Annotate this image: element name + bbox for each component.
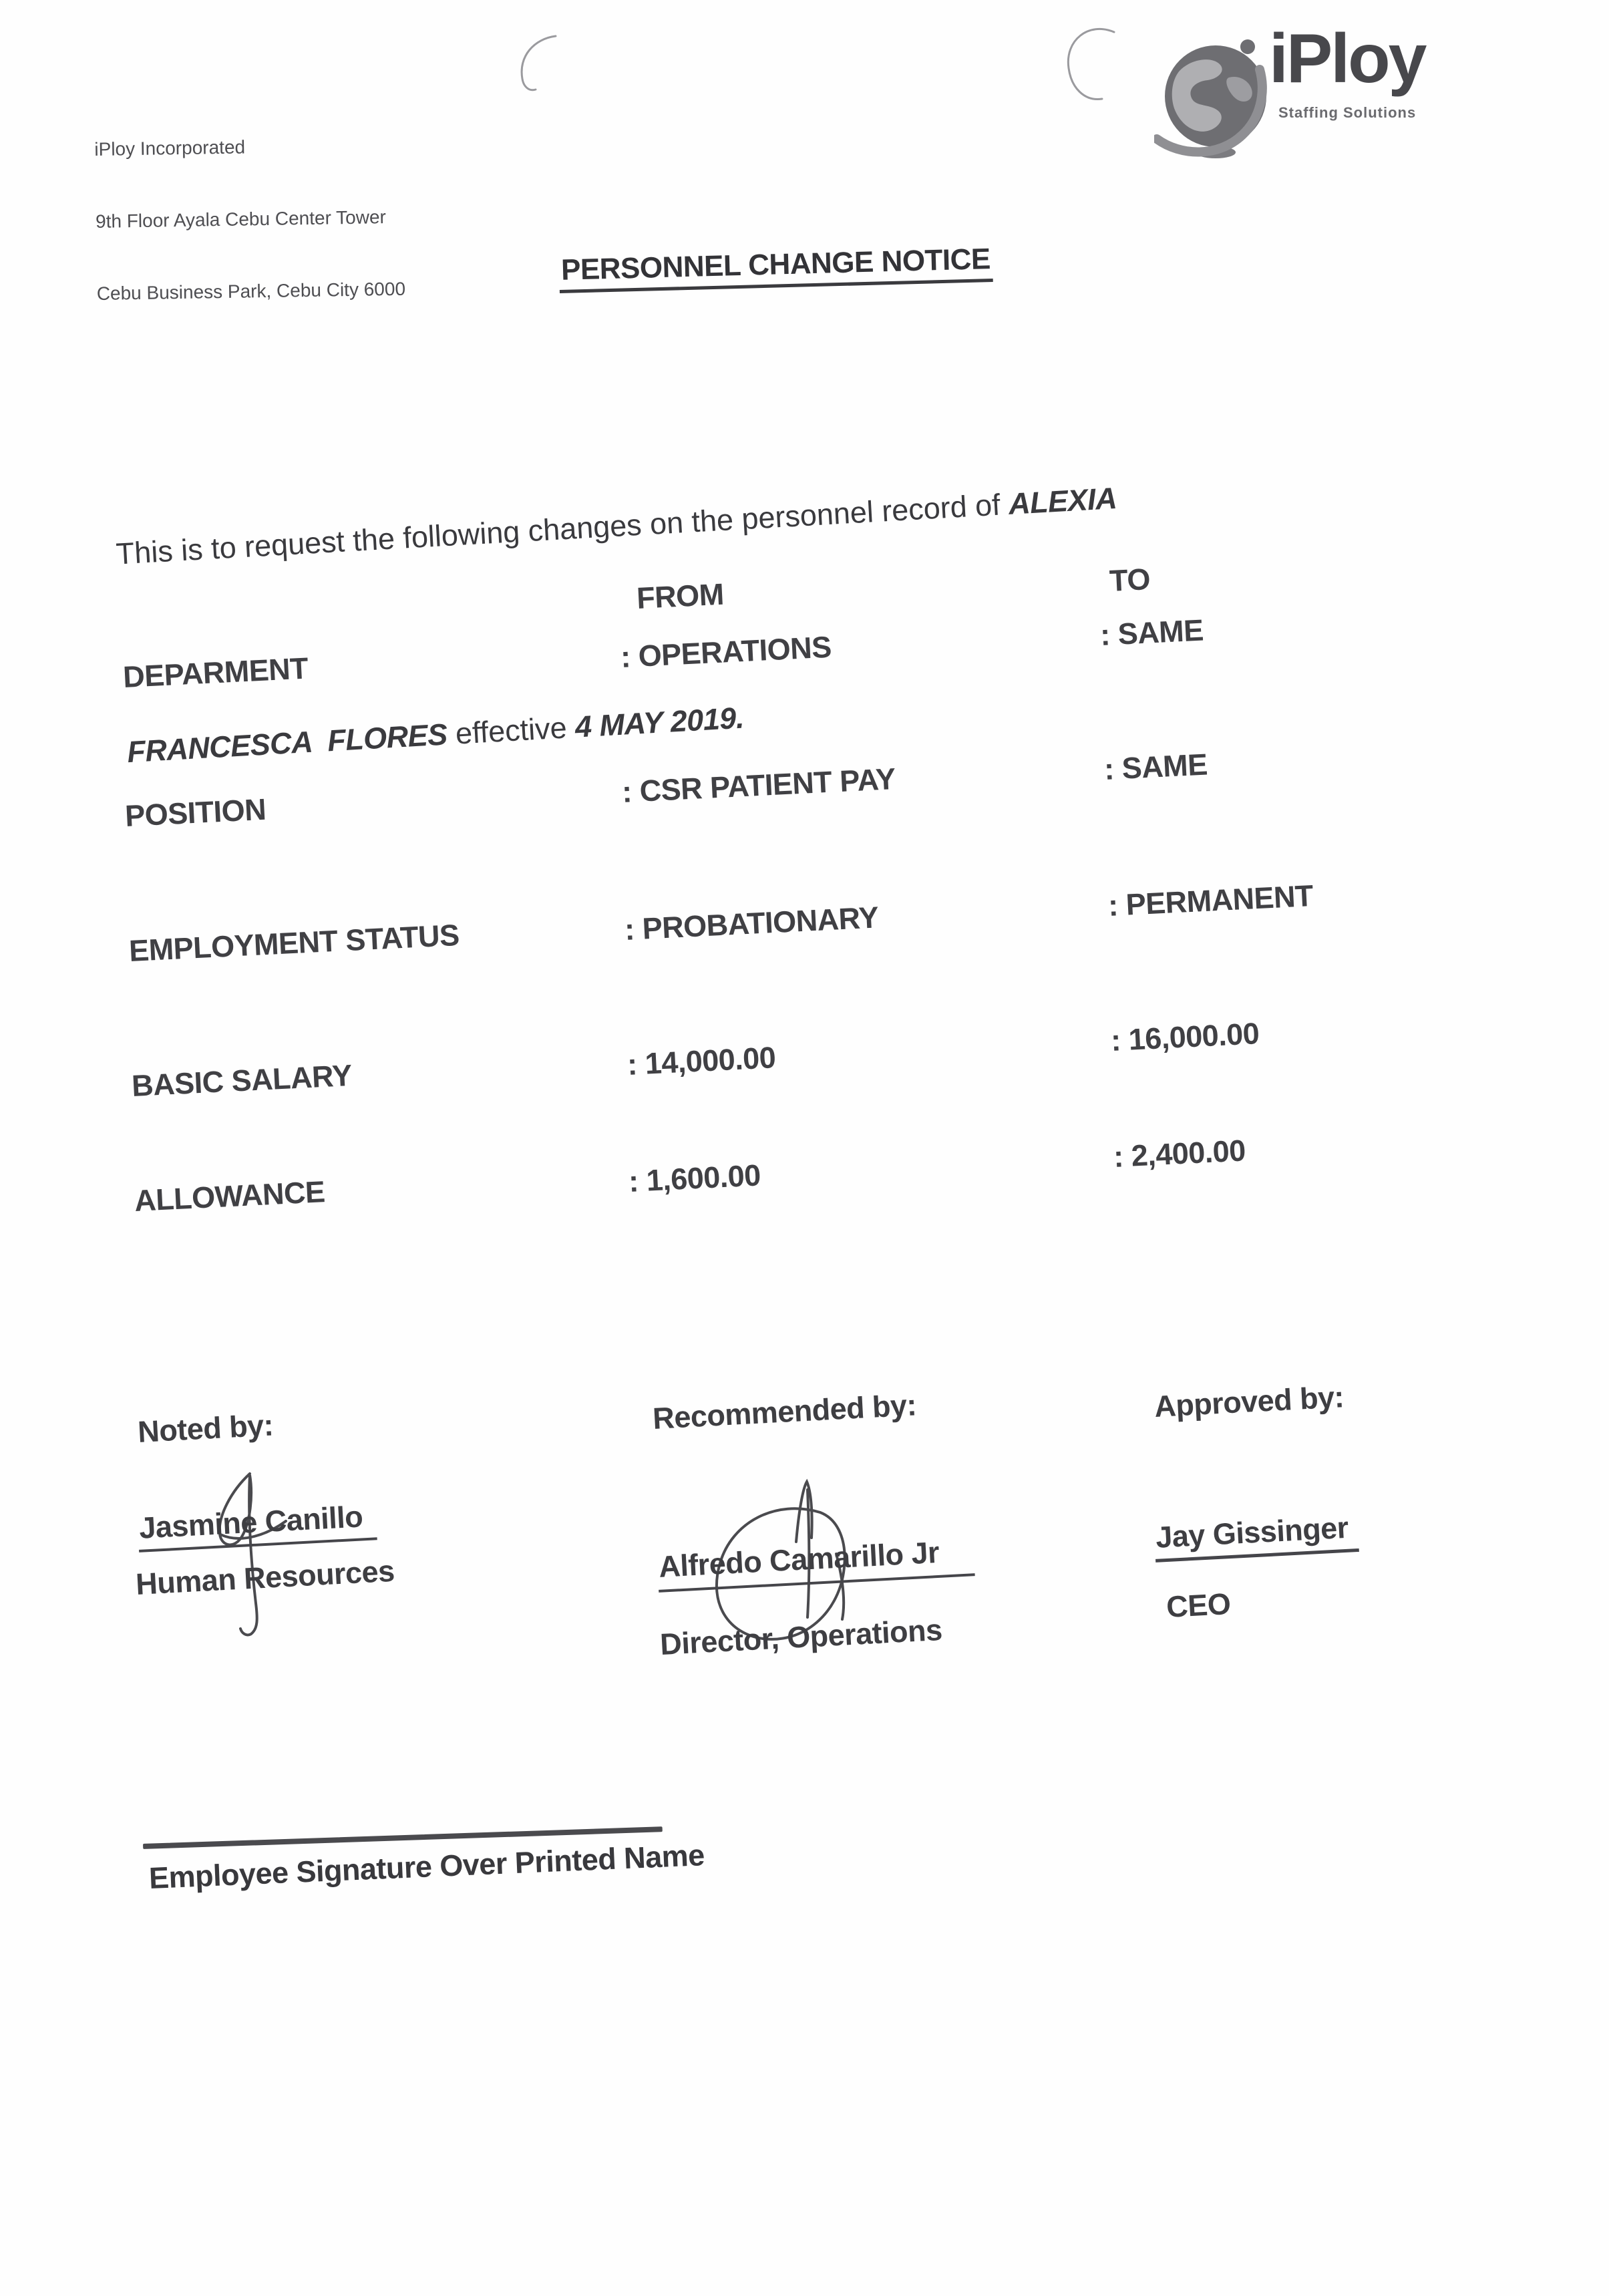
approved-by-title: CEO [1166,1586,1232,1624]
row-employment-status-from: : PROBATIONARY [624,900,880,947]
recommended-by-heading: Recommended by: [652,1387,918,1436]
row-position-from: : CSR PATIENT PAY [621,761,896,809]
approved-by-name: Jay Gissinger [1153,1510,1359,1563]
noted-by-heading: Noted by: [137,1408,275,1449]
scan-artifact-curl [501,27,581,100]
approved-by-heading: Approved by: [1153,1379,1345,1424]
employee-signature-label: Employee Signature Over Printed Name [148,1838,705,1895]
row-basic-salary-label: BASIC SALARY [131,1057,353,1103]
scan-artifact-circle [1055,20,1135,107]
row-employment-status-to: : PERMANENT [1107,878,1314,923]
row-allowance-from: : 1,600.00 [628,1158,761,1198]
recommended-by-name: Alfredo Camarillo Jr [657,1533,975,1593]
intro-text-2: effective [446,709,576,752]
row-position-label: POSITION [124,792,267,833]
column-header-to: TO [1109,562,1151,598]
brand-name: iPloy [1269,20,1425,98]
row-employment-status-label: EMPLOYMENT STATUS [128,917,460,968]
row-department-from: : OPERATIONS [620,629,832,674]
row-allowance-to: : 2,400.00 [1113,1133,1246,1174]
company-address-line2: Cebu Business Park, Cebu City 6000 [96,278,406,304]
row-department-to: : SAME [1099,613,1204,652]
employee-name-part2: FRANCESCA FLORES [126,717,448,770]
company-address-line1: 9th Floor Ayala Cebu Center Tower [95,206,387,232]
intro-line-1 [114,451,1372,587]
intro-text-1: This is to request the following changes on the personnel record of [115,486,1010,571]
company-name: iPloy Incorporated [94,136,246,160]
row-position-to: : SAME [1103,747,1208,786]
recommended-by-title: Director, Operations [659,1612,943,1661]
effective-date: 4 MAY 2019. [574,700,745,744]
document-title: PERSONNEL CHANGE NOTICE [558,242,993,293]
company-address-block [94,85,406,354]
company-logo [1154,19,1468,146]
noted-by-name: Jasmine Canillo [137,1498,377,1552]
noted-by-title: Human Resources [135,1553,395,1601]
employee-name-part1: ALEXIA [1007,480,1118,521]
row-department-label: DEPARMENT [122,651,309,694]
column-header-from: FROM [636,577,725,615]
row-basic-salary-from: : 14,000.00 [627,1040,777,1082]
globe-icon [1154,37,1281,161]
brand-tagline: Staffing Solutions [1278,104,1417,121]
row-basic-salary-to: : 16,000.00 [1110,1016,1260,1057]
row-allowance-label: ALLOWANCE [134,1174,326,1218]
